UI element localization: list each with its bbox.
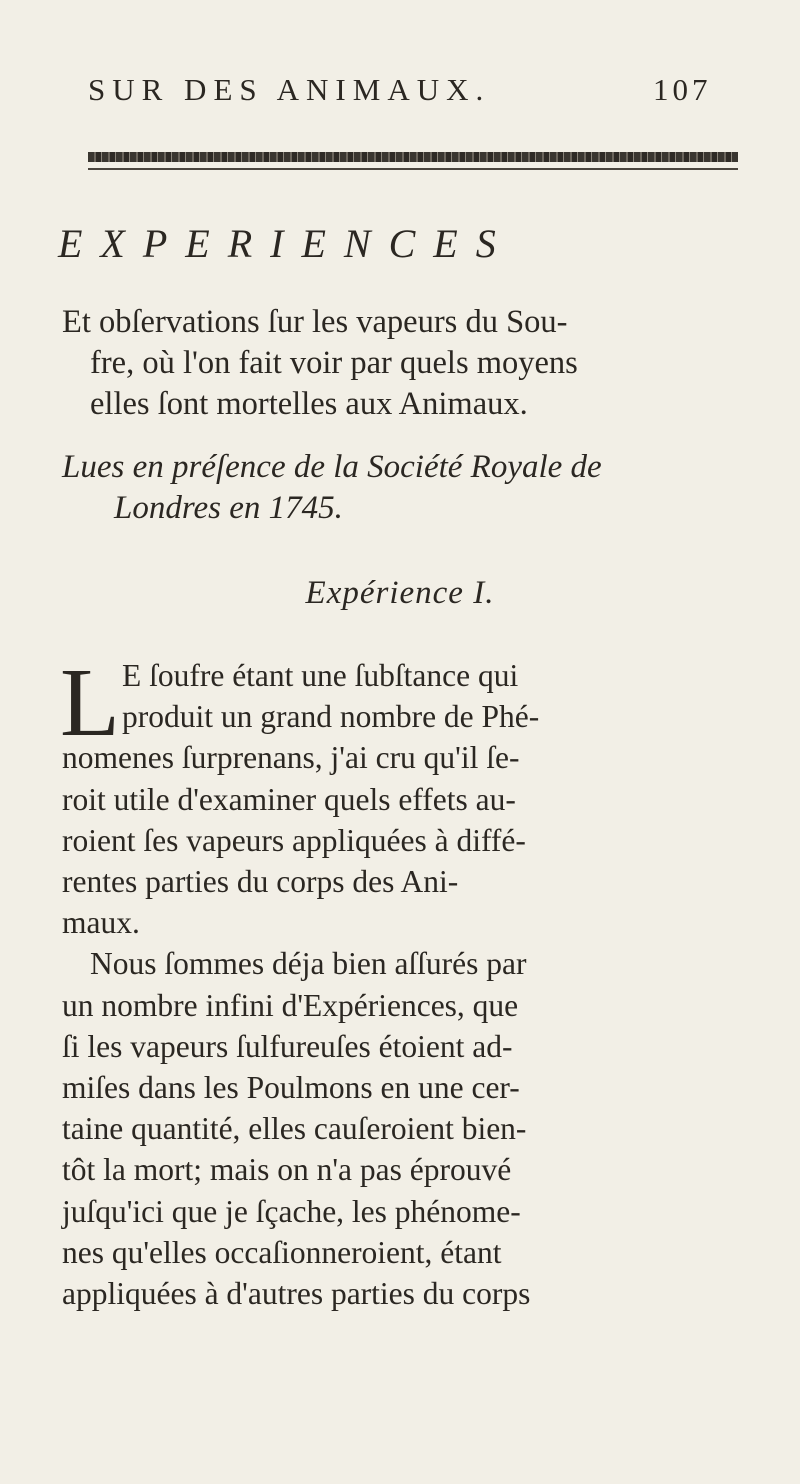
body-line: taine quantité, elles cauſeroient bien-	[62, 1111, 527, 1147]
body-line: roit utile d'examiner quels effets au-	[62, 781, 516, 817]
body-line: un nombre infini d'Expériences, que	[62, 987, 519, 1023]
drop-cap: L	[60, 649, 120, 757]
section-subtitle	[62, 302, 742, 425]
body-line: Nous ſommes déja bien aſſurés par	[90, 946, 527, 982]
ornament-band	[88, 152, 738, 162]
subtitle-line: elles ſont mortelles aux Animaux.	[90, 386, 528, 422]
read-note-line: Lues en préſence de la Société Royale de	[62, 449, 602, 485]
body-line: juſqu'ici que je ſçache, les phénome-	[62, 1193, 521, 1229]
body-line: produit un grand nombre de Phé-	[122, 699, 540, 735]
body-line: rentes parties du corps des Ani-	[62, 864, 459, 900]
body-line: ſi les vapeurs ſulfureuſes étoient ad-	[62, 1028, 513, 1064]
body-line: nes qu'elles occaſionneroient, étant	[62, 1234, 502, 1270]
header-ornament-rule	[88, 152, 738, 174]
body-line: appliquées à d'autres parties du corps	[62, 1276, 531, 1312]
body-line: miſes dans les Poulmons en une cer-	[62, 1070, 520, 1106]
read-note	[62, 447, 742, 529]
body-text	[60, 649, 752, 1314]
body-line: E ſoufre étant une ſubſtance qui	[122, 658, 519, 693]
body-line: tôt la mort; mais on n'a pas éprouvé	[62, 1152, 512, 1188]
experience-heading: Expérience I.	[305, 575, 495, 611]
section-title: EXPERIENCES	[58, 221, 514, 266]
ornament-thin-rule	[88, 168, 738, 170]
body-line: nomenes ſurprenans, j'ai cru qu'il ſe-	[62, 740, 520, 776]
running-head-title: SUR DES ANIMAUX.	[88, 72, 491, 107]
read-note-line: Londres en 1745.	[114, 490, 343, 526]
subtitle-line: Et obſervations ſur les vapeurs du Sou-	[62, 304, 568, 340]
page-number: 107	[653, 72, 712, 107]
body-line: maux.	[62, 905, 140, 941]
body-line: roient ſes vapeurs appliquées à diffé-	[62, 822, 526, 858]
subtitle-line: fre, où l'on fait voir par quels moyens	[90, 345, 578, 381]
